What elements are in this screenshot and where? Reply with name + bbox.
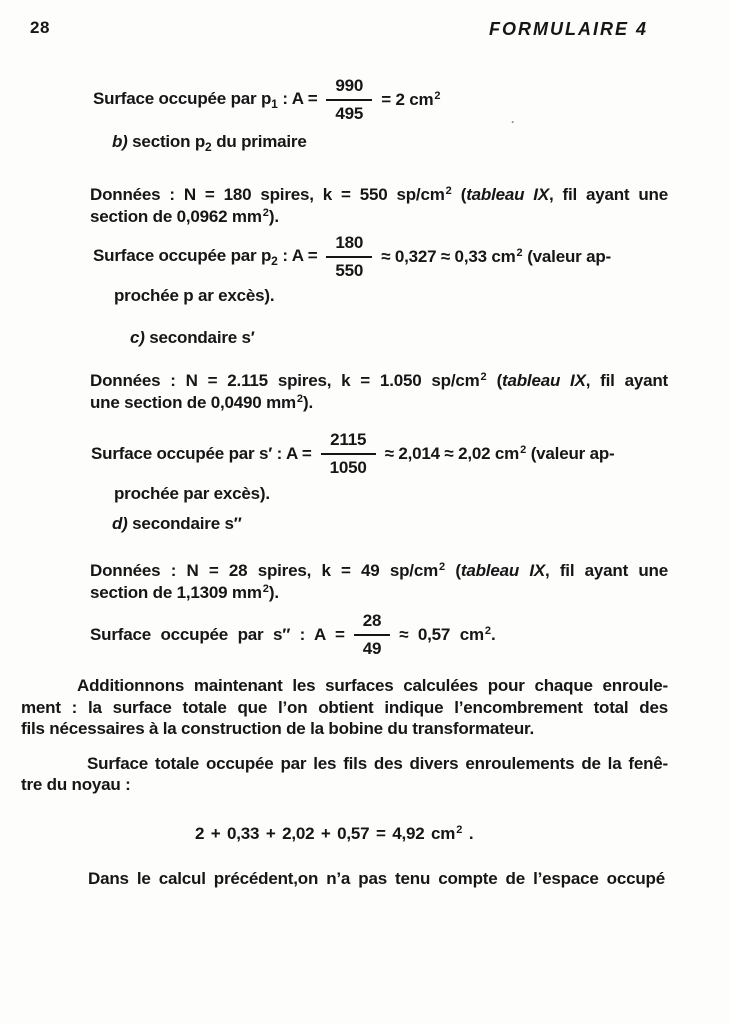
fraction-180-550	[326, 233, 372, 281]
fraction-denominator: 1050	[321, 453, 376, 478]
formula-surface-p2	[93, 230, 611, 284]
superscript: 2	[262, 583, 269, 595]
formula-s-prime-result: ≈ 2,014 ≈ 2,02 $cm^2$ (valeur ap-	[384, 444, 615, 463]
formula-p2-continuation: prochée p ar excès).	[114, 286, 275, 305]
formula-surface-s-double-prime	[90, 608, 496, 662]
fraction-numerator: 28	[362, 611, 382, 630]
italic-reference: tableau IX	[460, 561, 545, 580]
subscript: 2	[205, 140, 212, 154]
superscript: 2	[456, 824, 463, 836]
heading-d: d) secondaire s″	[112, 514, 242, 533]
formula-s-prime-continuation: prochée par excès).	[114, 484, 270, 503]
fraction-2115-1050	[321, 430, 376, 478]
fraction-denominator: 550	[326, 256, 372, 281]
superscript: 2	[445, 185, 452, 197]
formula-s-double-prime-text: Surface occupée par s″ : A =	[90, 625, 345, 644]
para-surface-totale-line2: tre du noyau :	[21, 775, 131, 794]
fraction-numerator: 180	[335, 233, 364, 252]
fraction-numerator: 990	[335, 76, 364, 95]
formula-p1-result: = 2 $cm^2$	[381, 90, 441, 109]
heading-b-marker: b)	[112, 132, 128, 151]
para-addition-line2: ment : la surface totale que l’on obtient indique l’encombrement total des	[21, 698, 668, 717]
donnees-b-line1: Données : N = 180 spires, k = 550 $sp/cm^2$ (tableau IX, fil ayant une	[90, 185, 668, 204]
print-artifact-dot: .	[511, 112, 515, 126]
last-paragraph-line: Dans le calcul précédent,on n’a pas tenu compte de l’espace occupé	[88, 869, 665, 888]
heading-c: c) secondaire s′	[130, 328, 255, 347]
donnees-d-line1: Données : N = 28 spires, k = 49 $sp/cm^2$ (tableau IX, fil ayant une	[90, 561, 668, 580]
formula-p2-text: Surface occupée par $p_2$ : A =	[93, 246, 318, 268]
formula-p1-text: Surface occupée par $p_1$ : A =	[93, 89, 318, 111]
para-addition-line1: Additionnons maintenant les surfaces calculées pour chaque enroule-	[77, 676, 668, 695]
superscript: 2	[516, 247, 523, 259]
superscript: 2	[484, 625, 492, 637]
subscript: 2	[271, 254, 278, 268]
fraction-denominator: 495	[326, 99, 372, 124]
heading-b: b) section $p_2$ du primaire	[112, 132, 307, 154]
italic-reference: tableau IX	[502, 371, 586, 390]
donnees-b-line2: section de 0,0962 $mm^2$).	[90, 207, 279, 226]
sum-formula: 2 + 0,33 + 2,02 + 0,57 = 4,92 $cm^2$ .	[195, 824, 474, 843]
subscript: 1	[271, 97, 278, 111]
donnees-c-line1: Données : N = 2.115 spires, k = 1.050 $sp/cm^2$ (tableau IX, fil ayant	[90, 371, 668, 390]
formula-s-double-prime-result: ≈ 0,57 $cm^2$.	[399, 625, 496, 644]
superscript: 2	[434, 90, 441, 102]
superscript: 2	[262, 207, 269, 219]
formula-s-prime-text: Surface occupée par s′ : A =	[91, 444, 312, 463]
donnees-d-line2: section de 1,1309 $mm^2$).	[90, 583, 279, 602]
superscript: 2	[296, 393, 304, 405]
superscript: 2	[520, 444, 527, 456]
italic-reference: tableau IX	[466, 185, 549, 204]
fraction-denominator: 49	[354, 634, 391, 659]
heading-d-marker: d)	[112, 514, 128, 533]
running-header: FORMULAIRE 4	[489, 19, 648, 39]
fraction-990-495	[326, 76, 372, 124]
formula-p2-result: ≈ 0,327 ≈ 0,33 $cm^2$ (valeur ap-	[381, 247, 611, 266]
superscript: 2	[439, 561, 446, 573]
fraction-28-49	[354, 611, 391, 659]
para-addition-line3: fils nécessaires à la construction de la bobine du transformateur.	[21, 719, 535, 738]
donnees-c-line2: une section de 0,0490 $mm^2$).	[90, 393, 314, 412]
heading-c-marker: c)	[130, 328, 145, 347]
superscript: 2	[480, 371, 487, 383]
fraction-numerator: 2115	[330, 430, 367, 449]
formula-surface-s-prime	[91, 427, 614, 481]
para-surface-totale-line1: Surface totale occupée par les fils des divers enroulements de la fenê-	[87, 754, 668, 773]
formula-surface-p1	[93, 73, 441, 127]
page-number: 28	[30, 18, 50, 37]
